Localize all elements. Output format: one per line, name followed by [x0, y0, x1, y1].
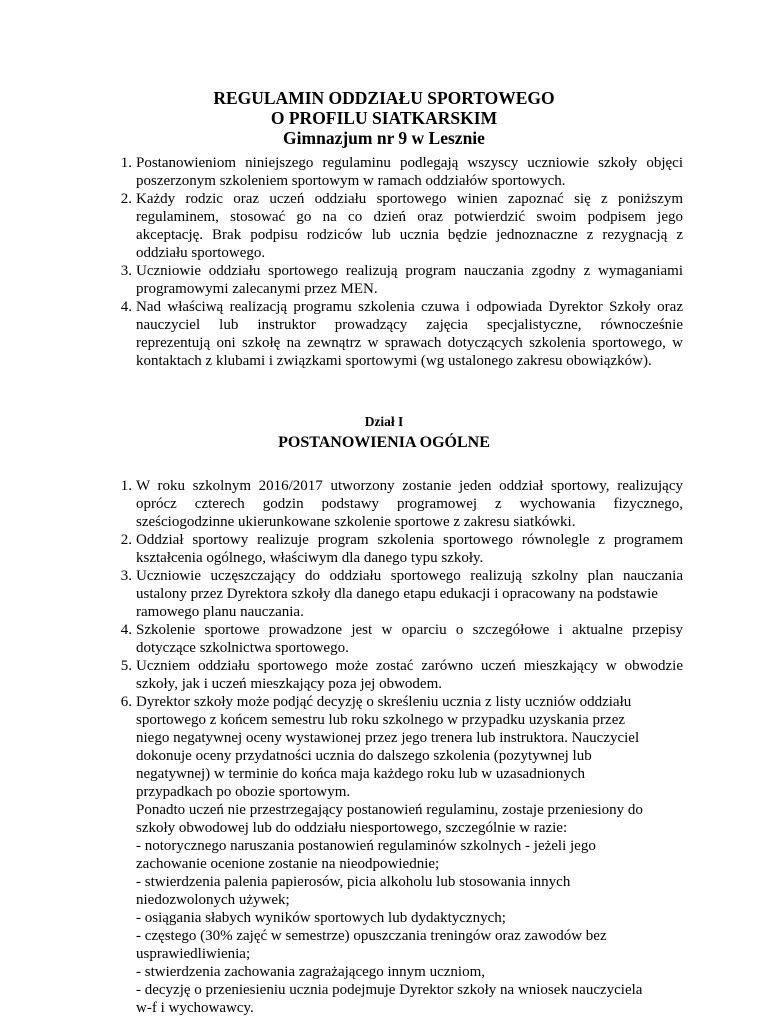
list-item-line: Każdy rodzic oraz uczeń oddziału sportowego winien zapoznać się z poniższym — [136, 191, 683, 207]
list-item-line: negatywnej) w terminie do końca maja każdego roku lub w uzasadnionych — [136, 766, 586, 782]
list-item-line: akceptację. Brak podpisu rodziców lub ucznia będzie jednoznaczne z rezygnacją z — [136, 227, 683, 243]
list-item-line: Postanowieniom niniejszego regulaminu podlegają wszyscy uczniowie szkoły objęci — [136, 155, 683, 171]
list-item-line: dokonuje oceny przydatności ucznia do dalszego szkolenia (pozytywnej lub — [136, 748, 592, 764]
list-item-line: w-f i wychowawcy. — [136, 1000, 254, 1016]
list-item — [120, 298, 683, 370]
list-item-number: 4. — [120, 299, 132, 315]
list-item — [120, 262, 683, 298]
list-item — [120, 693, 683, 1017]
section-heading: POSTANOWIENIA OGÓLNE — [278, 434, 490, 451]
list-item-number: 1. — [120, 478, 132, 494]
list-item-number: 2. — [120, 191, 132, 207]
list-item-line: ustalony przez Dyrektora szkoły dla danego etapu edukacji i opracowany na podstawie — [136, 586, 658, 602]
list-item-line: Uczniowie oddziału sportowego realizują program nauczania zgodny z wymaganiami — [136, 263, 683, 279]
list-item-line: - stwierdzenia palenia papierosów, picia alkoholu lub stosowania innych — [136, 874, 571, 890]
list-item-line: Szkolenie sportowe prowadzone jest w oparciu o szczegółowe i aktualne przepisy — [136, 622, 683, 638]
section-label: Dział I — [364, 414, 404, 429]
list-item-number: 3. — [120, 263, 132, 279]
list-item — [120, 531, 683, 567]
list-item-line: oddziału sportowego. — [136, 245, 266, 261]
document-title-line-1: REGULAMIN ODDZIAŁU SPORTOWEGO — [213, 88, 555, 108]
list-item-line: nauczyciel lub instruktor prowadzący zajęcia specjalistyczne, równocześnie — [136, 317, 683, 333]
list-item-line: sportowego z końcem semestru lub roku szkolnego w przypadku uzyskania przez — [136, 712, 626, 728]
list-item-number: 5. — [120, 658, 132, 674]
list-item-line: szkoły, jak i uczeń mieszkający poza jej obwodem. — [136, 676, 442, 692]
list-item-line: usprawiedliwienia; — [136, 946, 251, 962]
list-item-line: zachowanie ocenione zostanie na nieodpowiednie; — [136, 856, 440, 872]
list-item-line: ramowego planu nauczania. — [136, 604, 304, 620]
list-item-line: kontaktach z klubami i związkami sportowymi (wg ustalonego zakresu obowiązków). — [136, 353, 652, 369]
list-item-line: - notorycznego naruszania postanowień regulaminów szkolnych - jeżeli jego — [136, 838, 596, 854]
list-item-line: W roku szkolnym 2016/2017 utworzony zostanie jeden oddział sportowy, realizujący — [136, 478, 683, 494]
list-item — [120, 154, 683, 190]
list-item-line: - stwierdzenia zachowania zagrażającego innym uczniom, — [136, 964, 485, 980]
list-item-line: Ponadto uczeń nie przestrzegający postanowień regulaminu, zostaje przeniesiony do — [136, 802, 643, 818]
list-item-line: reprezentują oni szkołę na zewnątrz w sprawach dotyczących szkolenia sportowego, w — [136, 335, 683, 351]
list-item-line: - osiągania słabych wyników sportowych lub dydaktycznych; — [136, 910, 506, 926]
list-item-number: 3. — [120, 568, 132, 584]
list-item-line: regulaminem, stosować go na co dzień oraz potwierdzić swoim podpisem jego — [136, 209, 683, 225]
list-item-line: dotyczące szkolnictwa sportowego. — [136, 640, 349, 656]
list-item-line: szkoły obwodowej lub do oddziału niesportowego, szczególnie w razie: — [136, 820, 568, 836]
list-item-line: programowymi zalecanymi przez MEN. — [136, 281, 378, 297]
list-item-number: 6. — [120, 694, 132, 710]
list-item-number: 1. — [120, 155, 132, 171]
document-title-line-2: O PROFILU SIATKARSKIM — [270, 108, 498, 128]
list-item-line: niedozwolonych używek; — [136, 892, 290, 908]
list-item-line: - częstego (30% zajęć w semestrze) opuszczania treningów oraz zawodów bez — [136, 928, 607, 944]
list-item — [120, 477, 683, 531]
list-item-line: Dyrektor szkoły może podjąć decyzję o skreśleniu ucznia z listy uczniów oddziału — [136, 694, 632, 710]
list-item — [120, 621, 683, 657]
list-item-number: 4. — [120, 622, 132, 638]
list-item-line: Oddział sportowy realizuje program szkolenia sportowego równolegle z programem — [136, 532, 683, 548]
list-item-line: Uczniowie uczęszczający do oddziału sportowego realizują szkolny plan nauczania — [136, 568, 683, 584]
list-item — [120, 567, 683, 621]
list-item-number: 2. — [120, 532, 132, 548]
list-item — [120, 190, 683, 262]
document-title-line-3: Gimnazjum nr 9 w Lesznie — [283, 128, 485, 148]
list-item-line: sześciogodzinne ukierunkowane szkolenie sportowe z zakresu siatkówki. — [136, 514, 576, 530]
list-item-line: niego negatywnej oceny wystawionej przez jego trenera lub instruktora. Nauczyciel — [136, 730, 640, 746]
list-item-line: poszerzonym szkoleniem sportowym w ramach oddziałów sportowych. — [136, 173, 566, 189]
list-item-line: przypadkach po obozie sportowym. — [136, 784, 351, 800]
list-item-line: kształcenia ogólnego, właściwym dla danego typu szkoły. — [136, 550, 484, 566]
list-item-line: Nad właściwą realizacją programu szkolenia czuwa i odpowiada Dyrektor Szkoły oraz — [136, 299, 683, 315]
list-item-line: Uczniem oddziału sportowego może zostać zarówno uczeń mieszkający w obwodzie — [136, 658, 683, 674]
list-item-line: - decyzję o przeniesieniu ucznia podejmuje Dyrektor szkoły na wniosek nauczyciela — [136, 982, 643, 998]
list-item — [120, 657, 683, 693]
list-item-line: oprócz czterech godzin podstawy programowej z wychowania fizycznego, — [136, 496, 683, 512]
